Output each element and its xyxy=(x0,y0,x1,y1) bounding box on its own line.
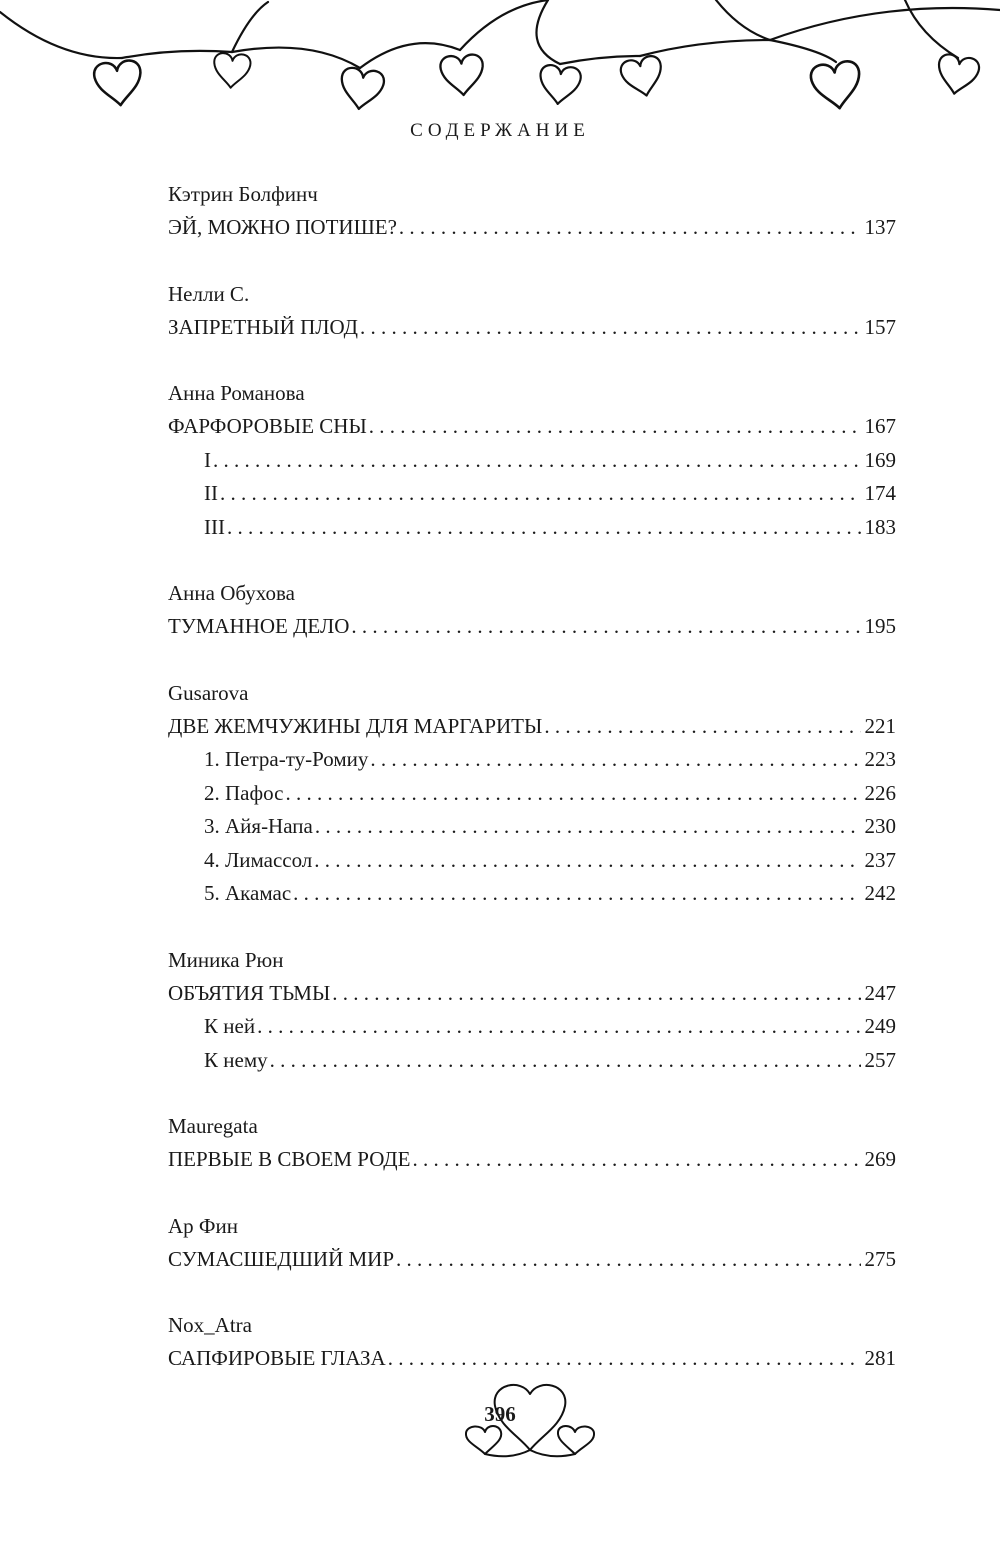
entry-title: ЗАПРЕТНЫЙ ПЛОД xyxy=(168,314,358,339)
toc-entry xyxy=(168,710,896,744)
author-name: Gusarova xyxy=(168,680,249,705)
entry-title: ЭЙ, МОЖНО ПОТИШЕ? xyxy=(168,215,397,239)
section-spacer xyxy=(168,245,896,278)
author-name: Миника Рюн xyxy=(168,947,284,972)
subentry-title: К нему xyxy=(204,1047,268,1072)
toc-entry xyxy=(168,1143,896,1177)
dot-leader xyxy=(227,511,861,545)
dot-leader xyxy=(332,977,860,1011)
dot-leader xyxy=(360,311,861,345)
toc-section xyxy=(168,577,896,644)
section-spacer xyxy=(168,644,896,677)
section-spacer xyxy=(168,911,896,944)
toc-entry xyxy=(168,1243,896,1277)
toc-entry xyxy=(168,977,896,1011)
toc-subentry xyxy=(168,777,896,811)
toc-section xyxy=(168,377,896,544)
entry-page-number: 275 xyxy=(864,1246,896,1271)
toc-entry xyxy=(168,610,896,644)
toc-section xyxy=(168,1210,896,1277)
author-name: Нелли С. xyxy=(168,281,250,306)
subentry-title: III xyxy=(204,514,225,539)
entry-page-number: 157 xyxy=(864,314,896,339)
subentry-title: II xyxy=(204,481,218,505)
toc-section xyxy=(168,677,896,911)
subentry-page-number: 169 xyxy=(864,447,896,472)
entry-title: ДВЕ ЖЕМЧУЖИНЫ ДЛЯ МАРГАРИТЫ xyxy=(168,713,543,738)
subentry-page-number: 226 xyxy=(864,780,896,805)
subentry-page-number: 237 xyxy=(864,847,896,872)
subentry-title: 1. Петра-ту-Ромиу xyxy=(204,747,369,771)
toc-subentry xyxy=(168,1010,896,1044)
dot-leader xyxy=(314,844,860,878)
dot-leader xyxy=(315,810,861,844)
dot-leader xyxy=(370,743,860,777)
entry-page-number: 137 xyxy=(864,215,896,239)
author-name: Ар Фин xyxy=(168,1213,238,1238)
section-spacer xyxy=(168,1276,896,1309)
dot-leader xyxy=(257,1010,860,1044)
section-spacer xyxy=(168,1077,896,1110)
entry-page-number: 269 xyxy=(864,1147,896,1171)
dot-leader xyxy=(351,610,860,644)
author-name: Анна Романова xyxy=(168,381,305,405)
dot-leader xyxy=(388,1342,861,1376)
toc-entry xyxy=(168,410,896,444)
page-title: СОДЕРЖАНИЕ xyxy=(410,120,590,141)
entry-title: СУМАСШЕДШИЙ МИР xyxy=(168,1246,395,1271)
entry-title: ПЕРВЫЕ В СВОЕМ РОДЕ xyxy=(168,1147,411,1171)
subentry-page-number: 257 xyxy=(864,1047,896,1072)
toc-subentry xyxy=(168,477,896,511)
dot-leader xyxy=(220,477,861,511)
subentry-page-number: 242 xyxy=(864,881,896,905)
dot-leader xyxy=(213,444,861,478)
toc-section xyxy=(168,944,896,1078)
section-spacer xyxy=(168,344,896,377)
entry-page-number: 195 xyxy=(864,614,896,638)
dot-leader xyxy=(270,1044,861,1078)
subentry-page-number: 183 xyxy=(864,514,896,539)
author-name: Кэтрин Болфинч xyxy=(168,182,318,206)
toc-section xyxy=(168,1309,896,1376)
subentry-title: К ней xyxy=(204,1014,256,1038)
entry-page-number: 281 xyxy=(864,1346,896,1370)
toc-section xyxy=(168,278,896,345)
subentry-page-number: 223 xyxy=(864,747,896,771)
toc-section xyxy=(168,178,896,245)
toc-subentry xyxy=(168,444,896,478)
heart-garland-decoration xyxy=(0,0,1000,120)
dot-leader xyxy=(369,410,861,444)
section-spacer xyxy=(168,544,896,577)
entry-page-number: 167 xyxy=(864,414,896,438)
subentry-page-number: 230 xyxy=(864,814,896,838)
toc-subentry xyxy=(168,511,896,545)
subentry-page-number: 249 xyxy=(864,1014,896,1038)
toc-subentry xyxy=(168,1044,896,1078)
dot-leader xyxy=(544,710,860,744)
toc-entry xyxy=(168,211,896,245)
toc-entry xyxy=(168,311,896,345)
table-of-contents xyxy=(168,178,896,1376)
toc-subentry xyxy=(168,877,896,911)
dot-leader xyxy=(412,1143,860,1177)
toc-subentry xyxy=(168,844,896,878)
entry-title: ФАРФОРОВЫЕ СНЫ xyxy=(168,414,367,438)
entry-title: ОБЪЯТИЯ ТЬМЫ xyxy=(168,980,331,1005)
subentry-title: I xyxy=(204,447,211,472)
dot-leader xyxy=(399,211,861,245)
dot-leader xyxy=(285,777,860,811)
author-name: Mauregata xyxy=(168,1114,258,1138)
entry-title: САПФИРОВЫЕ ГЛАЗА xyxy=(168,1346,386,1370)
page-number: 396 xyxy=(484,1402,516,1426)
subentry-title: 5. Акамас xyxy=(204,881,292,905)
author-name: Nox_Atra xyxy=(168,1313,252,1337)
subentry-title: 4. Лимассол xyxy=(204,847,313,872)
author-name: Анна Обухова xyxy=(168,581,295,605)
dot-leader xyxy=(293,877,860,911)
subentry-title: 3. Айя-Напа xyxy=(204,814,313,838)
subentry-title: 2. Пафос xyxy=(204,780,284,805)
toc-section xyxy=(168,1110,896,1177)
entry-page-number: 221 xyxy=(864,713,896,738)
toc-entry xyxy=(168,1342,896,1376)
dot-leader xyxy=(396,1243,860,1277)
subentry-page-number: 174 xyxy=(864,481,896,505)
toc-subentry xyxy=(168,743,896,777)
section-spacer xyxy=(168,1177,896,1210)
toc-subentry xyxy=(168,810,896,844)
entry-title: ТУМАННОЕ ДЕЛО xyxy=(168,614,350,638)
entry-page-number: 247 xyxy=(864,980,896,1005)
